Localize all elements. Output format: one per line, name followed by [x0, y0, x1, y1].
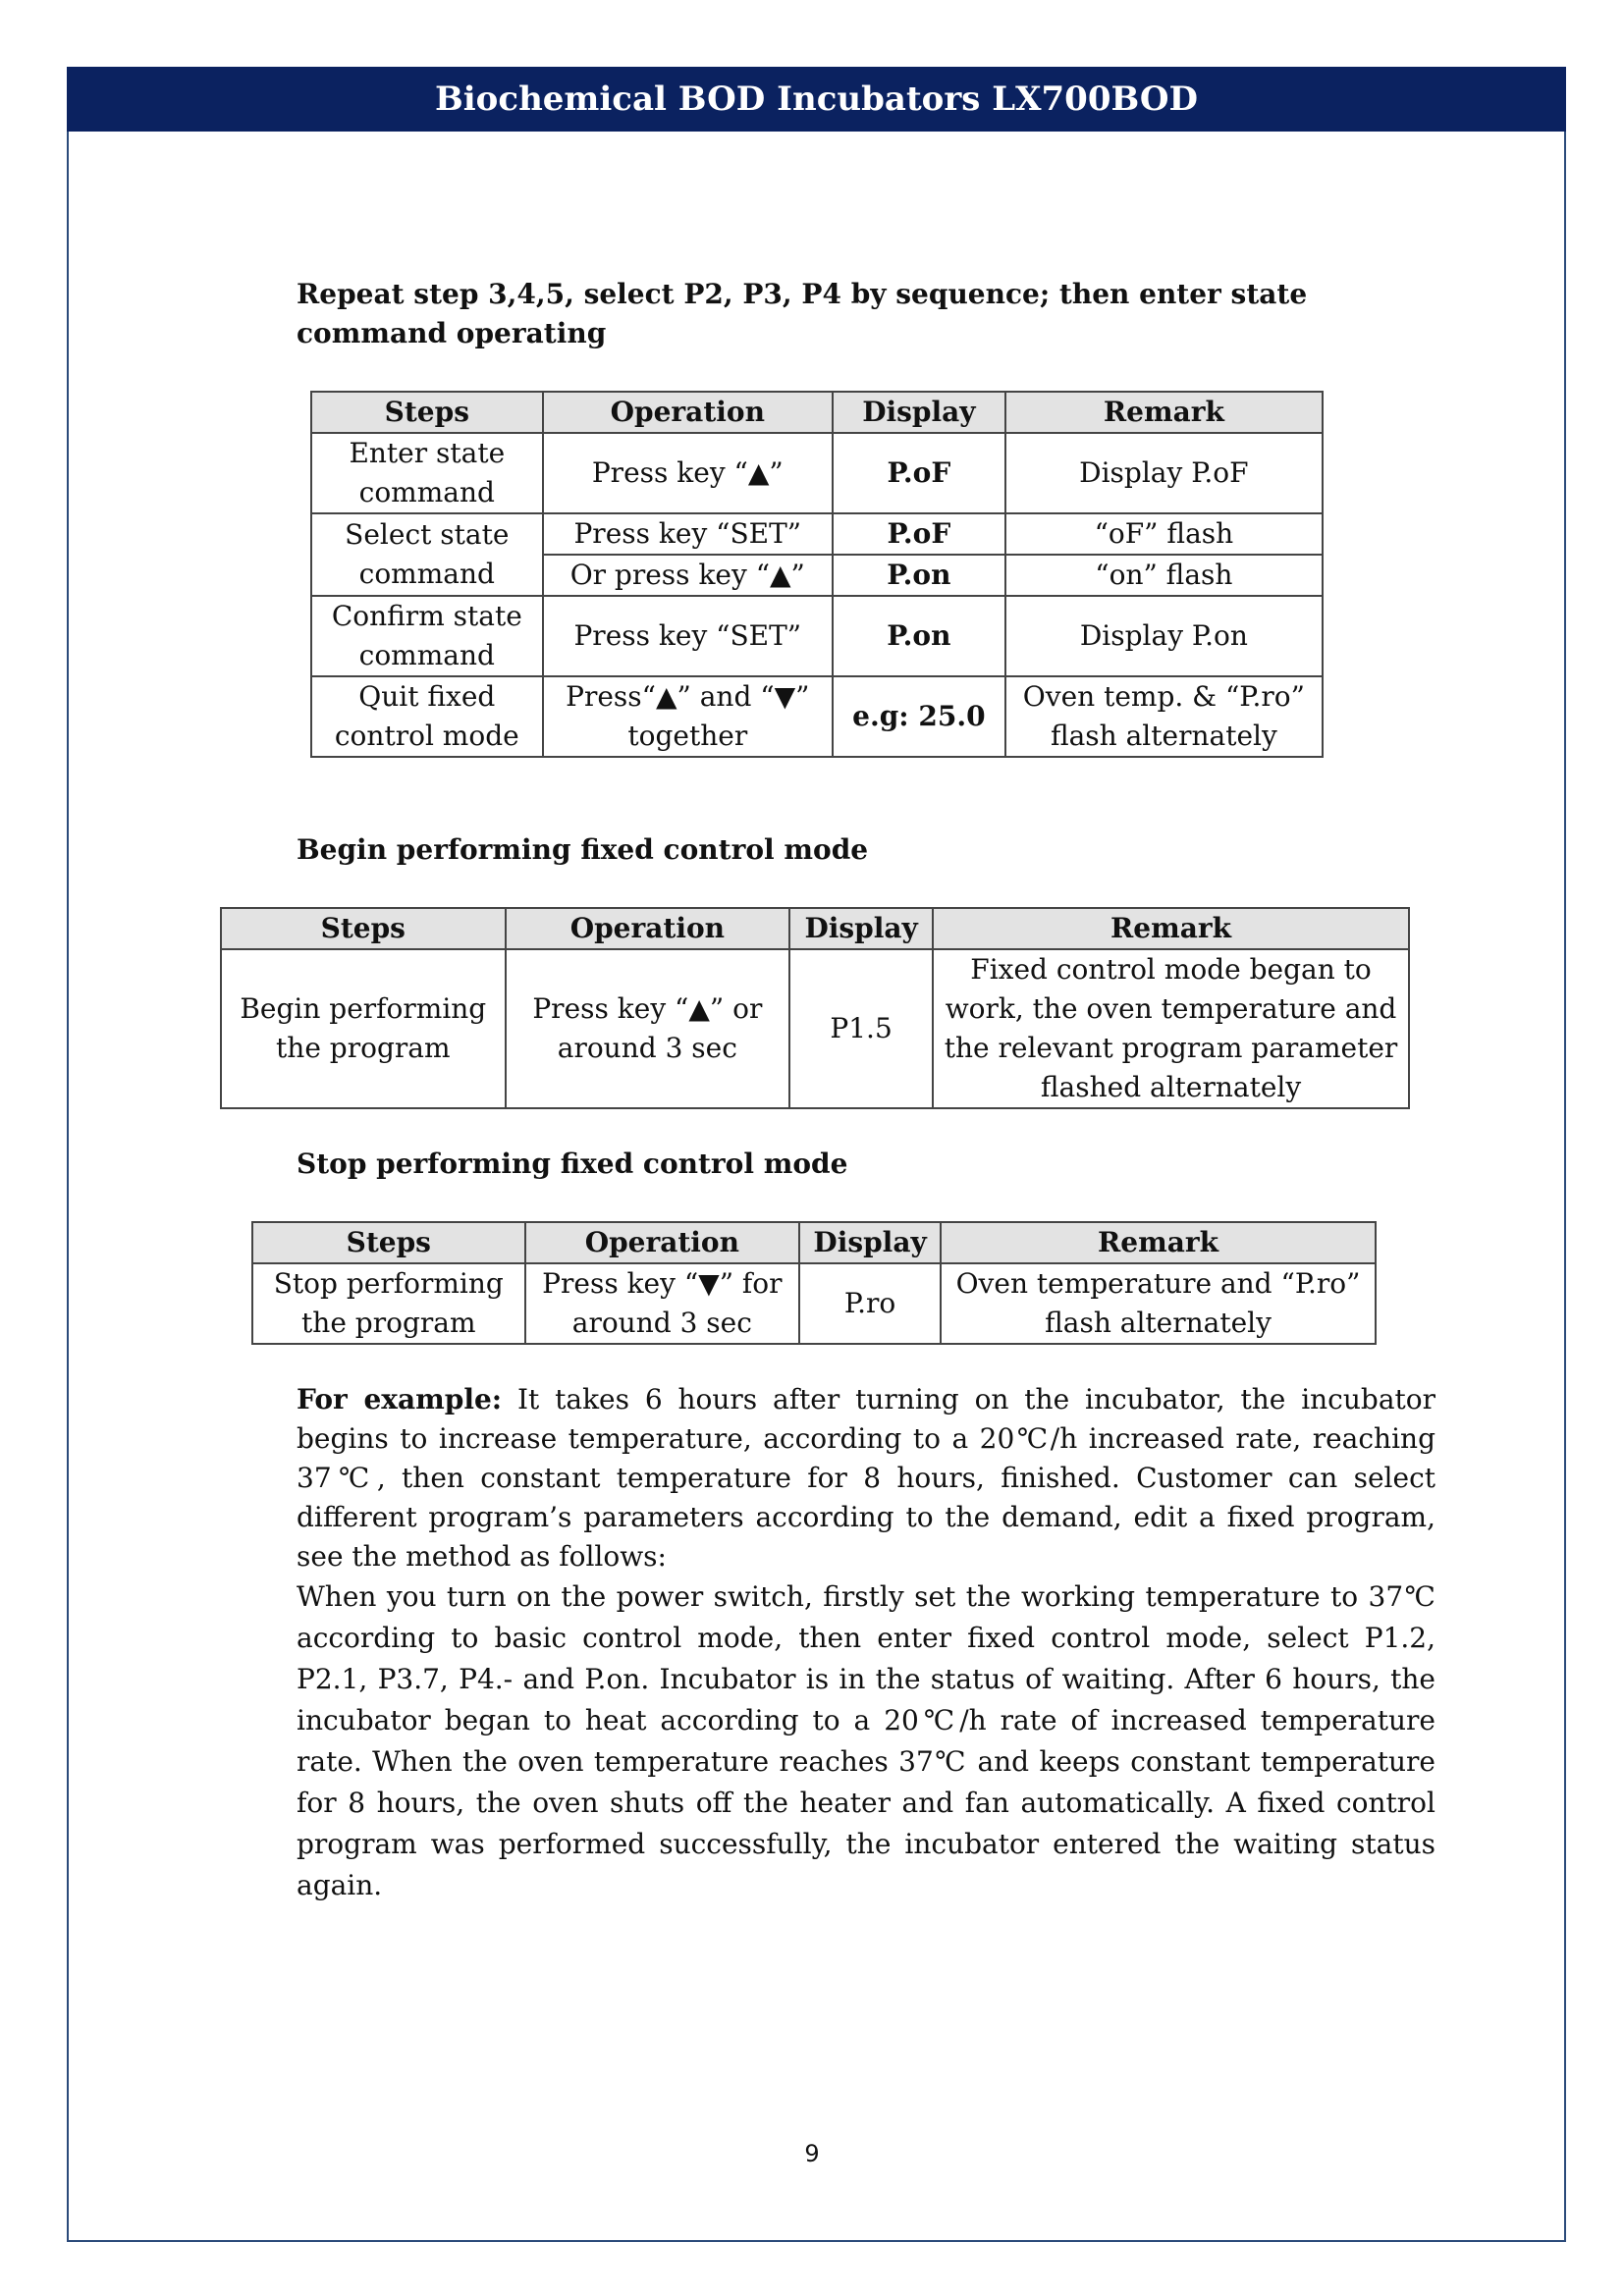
display-cell: e.g: 25.0: [833, 676, 1005, 757]
stop-fixed-mode-table: [251, 1221, 1377, 1345]
display-cell: P1.5: [789, 949, 933, 1108]
example-label: For example:: [297, 1383, 503, 1415]
header-cell: Display: [799, 1222, 941, 1263]
page-content: [240, 275, 1436, 1906]
state-command-table: [310, 391, 1324, 758]
section2-heading: Begin performing fixed control mode: [297, 833, 869, 866]
operation-cell: Or press key “▲”: [543, 555, 833, 596]
header-cell: Steps: [221, 908, 506, 949]
header-cell: Remark: [941, 1222, 1376, 1263]
operation-cell: Press key “▲”: [543, 433, 833, 513]
header-cell: Display: [789, 908, 933, 949]
display-cell: P.on: [833, 555, 1005, 596]
section3-heading: Stop performing fixed control mode: [297, 1148, 848, 1180]
table-row: [311, 596, 1323, 676]
operation-cell: Press“▲” and “▼” together: [543, 676, 833, 757]
step-cell: Quit fixed control mode: [311, 676, 543, 757]
table-row: [311, 433, 1323, 513]
operation-cell: Press key “SET”: [543, 513, 833, 555]
example-paragraph: [297, 1380, 1435, 1576]
step-cell: Begin performing the program: [221, 949, 506, 1108]
example-procedure-paragraph: When you turn on the power switch, firstly set the working temperature to 37℃ according to basic control mode, then enter fixed control mode, select P1.2, P2.1, P3.7, P4.- and P.on. Incubator is in the status of waiting. After 6 hours, the incubator began to heat according to a 20℃/h rate of increased temperature rate. When the oven temperature reaches 37℃ and keeps constant temperature for 8 hours, the oven shuts off the heater and fan automatically. A fixed control program was performed successfully, the incubator entered the waiting status again.: [297, 1580, 1435, 1901]
table-header-row: [221, 908, 1409, 949]
step-cell: Confirm state command: [311, 596, 543, 676]
table-row: [311, 676, 1323, 757]
display-cell: P.oF: [833, 513, 1005, 555]
begin-fixed-mode-table: [220, 907, 1410, 1109]
operation-cell: Press key “SET”: [543, 596, 833, 676]
table-header-row: [252, 1222, 1376, 1263]
header-cell: Steps: [311, 392, 543, 433]
display-cell: P.ro: [799, 1263, 941, 1344]
header-cell: Remark: [1005, 392, 1323, 433]
header-cell: Operation: [525, 1222, 800, 1263]
remark-cell: Fixed control mode began to work, the oven temperature and the relevant program parameter flashed alternately: [933, 949, 1409, 1108]
page-number: 9: [804, 2140, 820, 2167]
display-cell: P.oF: [833, 433, 1005, 513]
table-row: [252, 1263, 1376, 1344]
table-row: [221, 949, 1409, 1108]
remark-cell: Oven temp. & “P.ro” flash alternately: [1005, 676, 1323, 757]
remark-cell: “oF” flash: [1005, 513, 1323, 555]
operation-cell: Press key “▼” for around 3 sec: [525, 1263, 800, 1344]
table-row: [311, 513, 1323, 555]
header-cell: Remark: [933, 908, 1409, 949]
display-cell: P.on: [833, 596, 1005, 676]
remark-cell: Display P.oF: [1005, 433, 1323, 513]
example-text: It takes 6 hours after turning on the incubator, the incubator begins to increase temperature, according to a 20℃/h increased rate, reaching 37℃, then constant temperature for 8 hours, finished. Customer can select different program’s parameters according to the demand, edit a fixed program, see the method as follows:: [297, 1383, 1436, 1573]
header-cell: Operation: [543, 392, 833, 433]
section1-heading: Repeat step 3,4,5, select P2, P3, P4 by sequence; then enter state command operating: [297, 278, 1308, 349]
remark-cell: “on” flash: [1005, 555, 1323, 596]
header-cell: Display: [833, 392, 1005, 433]
table-header-row: [311, 392, 1323, 433]
remark-cell: Display P.on: [1005, 596, 1323, 676]
header-cell: Steps: [252, 1222, 525, 1263]
step-cell: Stop performing the program: [252, 1263, 525, 1344]
header-cell: Operation: [506, 908, 790, 949]
step-cell: Enter state command: [311, 433, 543, 513]
page-header-title: Biochemical BOD Incubators LX700BOD: [67, 67, 1566, 132]
step-cell: Select state command: [311, 513, 543, 596]
operation-cell: Press key “▲” or around 3 sec: [506, 949, 790, 1108]
remark-cell: Oven temperature and “P.ro” flash alternately: [941, 1263, 1376, 1344]
